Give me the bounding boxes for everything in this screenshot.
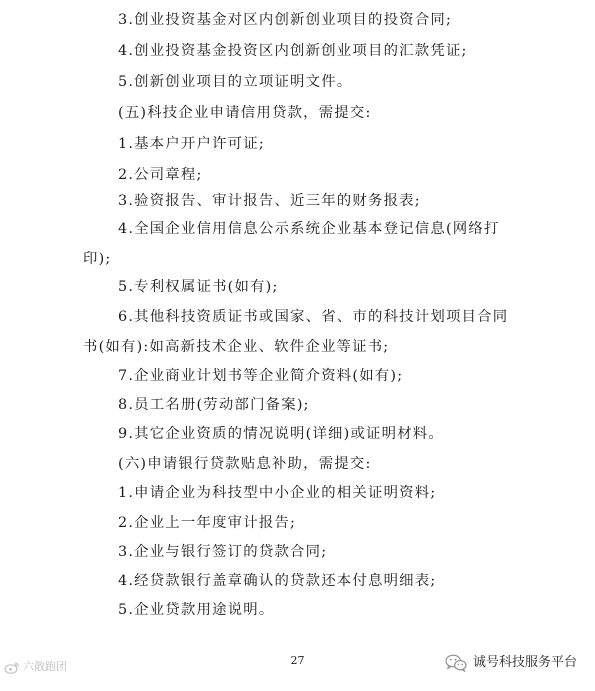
paragraph-line: 3.创业投资基金对区内创新创业项目的投资合同; xyxy=(118,12,452,28)
section-heading: (六)申请银行贷款贴息补助，需提交: xyxy=(118,456,372,472)
paragraph-line: 6.其他科技资质证书或国家、省、市的科技计划项目合同 xyxy=(118,309,509,325)
wechat-watermark xyxy=(445,654,577,672)
paragraph-line: 5.专利权属证书(如有); xyxy=(118,279,279,295)
weibo-icon xyxy=(4,661,20,674)
paragraph-line: 4.创业投资基金投资区内创新创业项目的汇款凭证; xyxy=(118,43,468,59)
paragraph-line: 书(如有):如高新技术企业、软件企业等证书; xyxy=(83,339,390,355)
paragraph-line: 5.创新创业项目的立项证明文件。 xyxy=(118,74,353,90)
paragraph-line: 1.申请企业为科技型中小企业的相关证明资料; xyxy=(118,485,437,501)
paragraph-line: 3.企业与银行签订的贷款合同; xyxy=(118,544,328,560)
weibo-watermark-text: 六散跑团 xyxy=(23,660,67,673)
wechat-icon xyxy=(445,654,467,672)
paragraph-line: 4.全国企业信用信息公示系统企业基本登记信息(网络打 xyxy=(118,221,500,237)
paragraph-line: 2.企业上一年度审计报告; xyxy=(118,515,297,531)
paragraph-line: 4.经贷款银行盖章确认的贷款还本付息明细表; xyxy=(118,573,437,589)
weibo-watermark xyxy=(4,660,67,674)
paragraph-line: 3.验资报告、审计报告、近三年的财务报表; xyxy=(118,193,421,209)
paragraph-line: 9.其它企业资质的情况说明(详细)或证明材料。 xyxy=(118,426,444,442)
paragraph-line: 7.企业商业计划书等企业简介资料(如有); xyxy=(118,368,404,384)
paragraph-line: 印); xyxy=(83,251,112,267)
paragraph-line: 8.员工名册(劳动部门备案); xyxy=(118,397,310,413)
paragraph-line: 5.企业贷款用途说明。 xyxy=(118,602,275,618)
wechat-watermark-text: 诚号科技服务平台 xyxy=(472,655,577,670)
paragraph-line: 2.公司章程; xyxy=(118,167,203,183)
section-heading: (五)科技企业申请信用贷款，需提交: xyxy=(118,105,372,121)
page-number: 27 xyxy=(290,654,305,667)
paragraph-line: 1.基本户开户许可证; xyxy=(118,136,265,152)
